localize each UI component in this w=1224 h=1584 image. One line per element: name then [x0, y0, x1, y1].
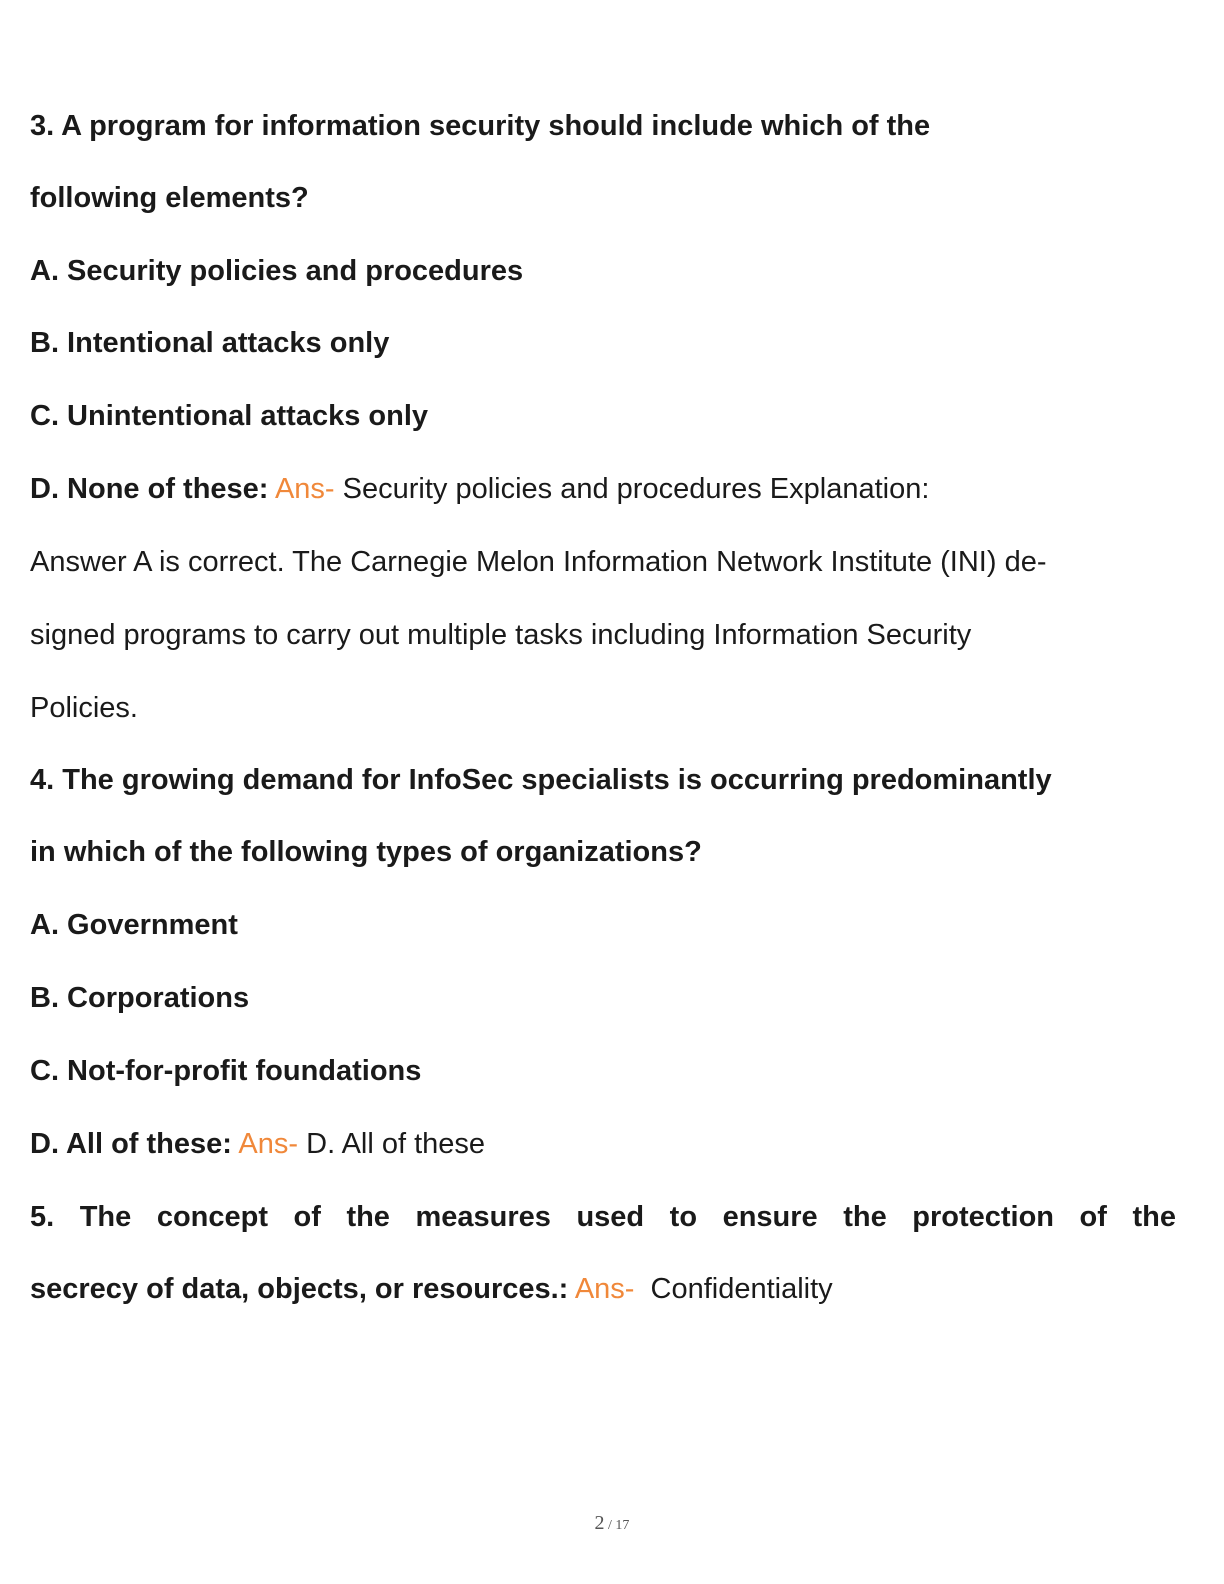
q3-ans-label: Ans- [274, 473, 335, 505]
q3-question-line-1: 3. A program for information security should include which of the [30, 110, 931, 142]
q4-question-line-1: 4. The growing demand for InfoSec specialists is occurring predominantly [30, 764, 1052, 796]
q4-answer: D. All of these [306, 1128, 486, 1160]
q5-answer: Confidentiality [650, 1273, 833, 1305]
q3-question-line-2: following elements? [30, 182, 309, 214]
q3-option-b: B. Intentional attacks only [30, 327, 390, 359]
q3-explanation-line-3: Policies. [30, 692, 138, 724]
q3-explanation-line-1: Answer A is correct. The Carnegie Melon Information Network Institute (INI) de- [30, 546, 1047, 578]
q3-option-a: A. Security policies and procedures [30, 255, 524, 287]
q5-word: 5. [30, 1201, 55, 1233]
q3-option-c: C. Unintentional attacks only [30, 400, 428, 432]
q5-question-text: secrecy of data, objects, or resources.: [30, 1273, 569, 1305]
q5-word: of [293, 1201, 321, 1233]
page-number [0, 1512, 1224, 1535]
q5-word: measures [415, 1201, 551, 1233]
q4-option-a: A. Government [30, 909, 238, 941]
q3-explanation-line-2: signed programs to carry out multiple tasks including Information Security [30, 619, 972, 651]
q5-word: to [669, 1201, 698, 1233]
q4-option-b: B. Corporations [30, 982, 250, 1014]
q5-word: concept [156, 1201, 268, 1233]
q5-word: The [79, 1201, 132, 1233]
q5-question-line-2 [30, 1271, 833, 1307]
q3-answer: Security policies and procedures Explanation: [342, 473, 930, 505]
q5-word: ensure [722, 1201, 818, 1233]
q5-word: the [1132, 1201, 1176, 1233]
q5-word: used [576, 1201, 645, 1233]
q4-option-d-line [30, 1126, 485, 1162]
q4-ans-label: Ans- [238, 1128, 299, 1160]
q5-word: of [1079, 1201, 1107, 1233]
q5-question-line-1 [30, 1199, 1176, 1235]
q4-question-line-2: in which of the following types of organizations? [30, 836, 702, 868]
q3-option-d-line [30, 471, 929, 507]
q4-option-d: D. All of these: [30, 1128, 232, 1160]
q5-word: protection [912, 1201, 1055, 1233]
page-current: 2 [594, 1512, 605, 1534]
q5-ans-label: Ans- [574, 1273, 635, 1305]
q5-word: the [843, 1201, 887, 1233]
page-total: / 17 [604, 1518, 630, 1533]
q4-option-c: C. Not-for-profit foundations [30, 1055, 422, 1087]
q3-option-d: D. None of these: [30, 473, 269, 505]
q5-word: the [346, 1201, 390, 1233]
